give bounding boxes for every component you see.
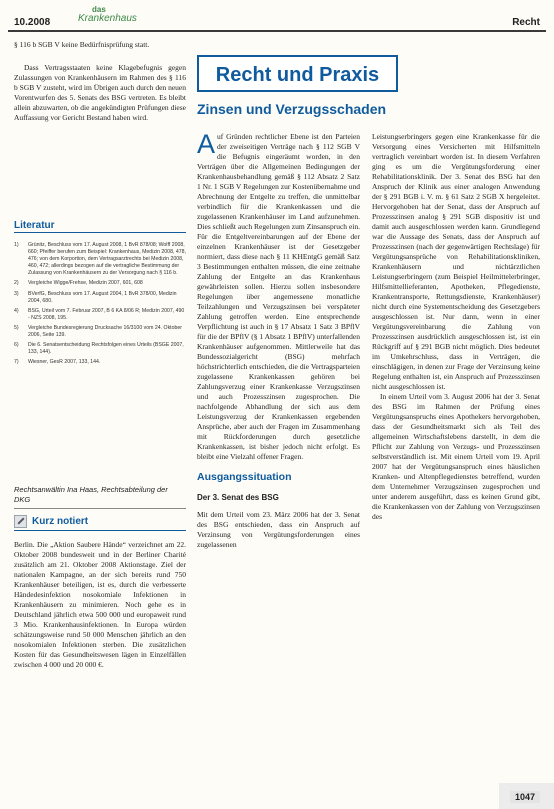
article-paragraph-1-text: uf Gründen rechtlicher Ebene ist den Parteien der zweiseitigen Verträge nach § 112 SGB V die Befugnis eingeräumt worden, in den Verträgen über die Allgemeinen Bedingungen der Krankenhausbehandlung gemäß § 112 Absatz 2 Satz 1 Nr. 1 SGB V Regelungen zur Kostenübernahme und Abrechnung der Entgelte zu treffen, die unmittelbar verbindlich für die Krankenkassen und die zugelassenen Krankenhäuser im Land aufzunehmen. Dies schließt auch Regelungen zum Zinsanspruch ein. Für die Entgeltvereinbarungen auf der Ebene der einzelnen Krankenhäuser ist der Gesetzgeber normiert, dass diese nach § 11 KHEntgG gemäß Satz 3 Bestimmungen enthalten müssen, die eine zeitnahe Zahlung der Entgelte an das Krankenhaus gewährleisten sollen. Hierzu sollen insbesondere Regelungen über angemessene monatliche Teilzahlungen und Verzugszinsen bei verspäteter Zahlung getroffen werden. Eine entsprechende Verpflichtung ist auch in § 17 Absatz 1 Satz 3 BPflV für die der BPflV (§ 1 Absatz 1 BPflV) unterfallenden Krankenhäuser aufgenommen. Mittlerweile hat das Bundessozialgericht (BSG) mehrfach höchstrichterlich entschieden, die die Vertragsparteien zugelassene Krankenkassen gehören bei Zahlungsverzug einer Krankenkasse Verzugszinsen und auch Prozesszinsen zugesprochen. Die nachfolgende Abhandlung der sich aus dem Leistungsverzug der Krankenkassen ergebenden Ansprüche, aber auch der Fragen im Zusammenhang mit Rückforderungen durch gesetzliche Krankenkassen, ist bisher jedoch nicht erfolgt. Es bleibt eine Vielzahl offener Fragen. <box>197 132 360 461</box>
literature-item <box>14 308 186 322</box>
literature-num: 5) <box>14 324 19 331</box>
section-label: Recht <box>512 17 540 28</box>
literature-text: BSG, Urteil vom 7. Februar 2007, B 6 KA 8/06 R; Medizin 2007, 490 - NZS 2008, 195. <box>28 307 185 321</box>
issue-date: 10.2008 <box>14 17 51 28</box>
literature-item <box>14 291 186 305</box>
literature-num: 3) <box>14 290 19 297</box>
header-rule <box>8 30 546 32</box>
literature-item <box>14 342 186 356</box>
literature-item <box>14 359 186 366</box>
article-headline: Zinsen und Verzugsschaden <box>197 101 387 117</box>
article-column-2 <box>372 132 540 522</box>
section-banner: Recht und Praxis <box>197 55 398 92</box>
literature-num: 4) <box>14 307 19 314</box>
literature-text: BVerfG, Beschluss vom 17. August 2004, 1 BvR 378/00, Medizin 2004, 680. <box>28 290 177 304</box>
literature-num: 2) <box>14 280 19 287</box>
author-credit: Rechtsanwältin Ina Haas, Rechtsabteilung der DKG <box>14 485 168 504</box>
literature-text: Die 6. Senatsentscheidung Rechtsfolgen eines Urteils (BSGE 2007, 133, 144). <box>28 342 184 356</box>
literature-item <box>14 242 186 277</box>
article-paragraph-3: Leistungserbringers gegen eine Krankenkasse für die Versorgung eines Versicherten mit Hilfsmitteln vertraglich vereinbart worden ist. In diesem Verfahren ging es um die Vergütungsforderung einer Rehabilitationsklinik. Der 3. Senat des BSG hat den Anspruch der Klinik aus einer analogen Anwendung der § 291 BGB i. V. m. § 61 Satz 2 SGB X hergeleitet. Hervorgehoben hat der Senat, dass der Anspruch auf Prozesszinsen analog § 291 SGB dispositiv ist und damit auch ausgeschlossen werden kann. Grundlegend war die Aussage des Senats, dass der Anspruch auf Prozesszinsen (nach der gegenwärtigen Rechtslage) für Vergütungsansprüche von Rehabilitationskliniken, Krankenhäusern und nichtärztlichen Leistungserbringern (zum Beispiel Heilmittelerbringer, Hilfsmittellieferanten, Apotheken, Pflegedienste, Krankentransporte, Rettungsdienste, Krankenhäuser) nicht durch eine Systementscheidung des Gesetzgebers ausgeschlossen ist. Nur dann, wenn in einer Vergütungsvereinbarung die Zahlung von Prozesszinsen ausdrücklich ausgeschlossen ist, ist ein Rückgriff auf § 291 BGB nicht möglich. Dies bedeutet im Umkehrschluss, dass in Verträgen, die einschlägigen, in denen zur Frage der Verzinsung keine Regelung enthalten ist, ein Anspruch auf Prozesszinsen nicht ausgeschlossen ist. <box>372 132 540 391</box>
left-intro-2: Dass Vertragsstaaten keine Klagebefugnis gegen Zulassungen von Krankenhäusern im Rahmen des § 116 b SGB V zusteht, wird im Übrigen auch durch den neuen Vorentwurfen des 5. Senats des BSG vertreten. Es bleibt allein abzuwarten, ob die angekündigten Prüfungen diese Auffassung vor Gericht Bestand haben wird. <box>14 63 186 122</box>
literature-num: 1) <box>14 242 19 248</box>
literature-item <box>14 325 186 339</box>
kurz-notiert-heading <box>14 515 186 531</box>
left-intro-1: § 116 b SGB V keine Bedürfnisprüfung statt. <box>14 40 150 49</box>
page-number: 1047 <box>510 791 540 803</box>
literature-text: Vergleiche Bundesregierung Drucksache 16/3100 vom 24. Oktober 2006, Seite 139. <box>28 324 182 339</box>
literature-text: Wiesner, GesR 2007, 133, 144. <box>28 359 101 366</box>
drop-cap: A <box>197 129 216 159</box>
article-column-1 <box>197 129 360 550</box>
logo-name-text: Krankenhaus <box>78 13 137 24</box>
literature-text: Grünitz, Beschluss vom 17. August 2008, 1 BvR 878/08; Wolff 2008, 660; Pfeiffer berufen zum Beispiel: Krankenhaus, Medizin 2008, 478, 476; von dem Korportion, dem Vertragsarztrechts bei Medizin 2008, 460, 472; allerdings bezogen auf die vertragliche Bestimmung der Zulassung von Krankenhäusern zu der Versorgung nach § 116 b. <box>28 242 186 277</box>
literature-num: 7) <box>14 359 19 366</box>
section-heading-ausgangssituation: Ausgangssituation <box>197 471 292 483</box>
pencil-icon <box>14 515 27 528</box>
logo-top-text: das <box>92 5 106 14</box>
kurz-notiert-text: Berlin. Die „Aktion Saubere Hände“ verzeichnet am 22. Oktober 2008 bundesweit und in der Berliner Charité zusätzlich am 21. Oktober 2008 Aktionstage. Ziel der nationalen Kampagne, an der sich bereits rund 750 Krankenhäuser beteiligen, ist es, durch die verbesserte Händedesinfektion nosokomiale Infektionen in Krankenhäusern zu minimieren. Noch gehe es in Deutschland jährlich etwa 500 000 und europaweit rund 3 Mio. Krankenhausinfektionen. In Europa würden schätzungsweise rund 50 000 Menschen jährlich an den nosokomialen Infektionen sterben. Die zusätzlichen Kosten für das Gesundheitswesen lägen in Einzelfällen zwischen 4 000 und 20 000 €. <box>14 540 186 669</box>
kurz-notiert-title: Kurz notiert <box>32 516 89 528</box>
literature-item <box>14 280 186 287</box>
literature-text: Vergleiche Wigge/Frehse, Medizin 2007, 601, 608 <box>28 280 143 287</box>
subsection-heading-3-senat: Der 3. Senat des BSG <box>197 493 279 502</box>
article-paragraph-1 <box>197 129 360 462</box>
article-paragraph-2: Mit dem Urteil vom 23. März 2006 hat der 3. Senat des BSG entschieden, dass ein Anspruch auf Verzinsung von Vergütungsforderungen eines zugelassenen <box>197 510 360 549</box>
article-paragraph-4: In einem Urteil vom 3. August 2006 hat der 3. Senat des BSG im Rahmen der Prüfung eines Vergütungsanspruchs eines Apothekers hervorgehoben, dass der Gesundheitsmarkt sich als Teil des allgemeinen Wirtschaftslebens darstellt, in dem die Pflicht zur Zahlung von Verzugs- und Prozesszinsen selbstverständlich ist. Mit einem Urteil vom 19. April 2007 hat der Vergütungsanspruch eines häuslichen Kranken- und Altenpflegedienstes betreffend, wurden dem Unternehmer Verzugszinsen zugesprochen und unter anderem ausgeführt, dass es keinen Grund gibt, die Krankenkassen von der Zahlung von Verzugszinsen des <box>372 392 540 521</box>
magazine-logo <box>78 5 137 23</box>
credit-rule <box>14 508 186 509</box>
literature-heading: Literatur <box>14 220 186 233</box>
literature-num: 6) <box>14 342 19 349</box>
literature-list <box>14 242 186 369</box>
